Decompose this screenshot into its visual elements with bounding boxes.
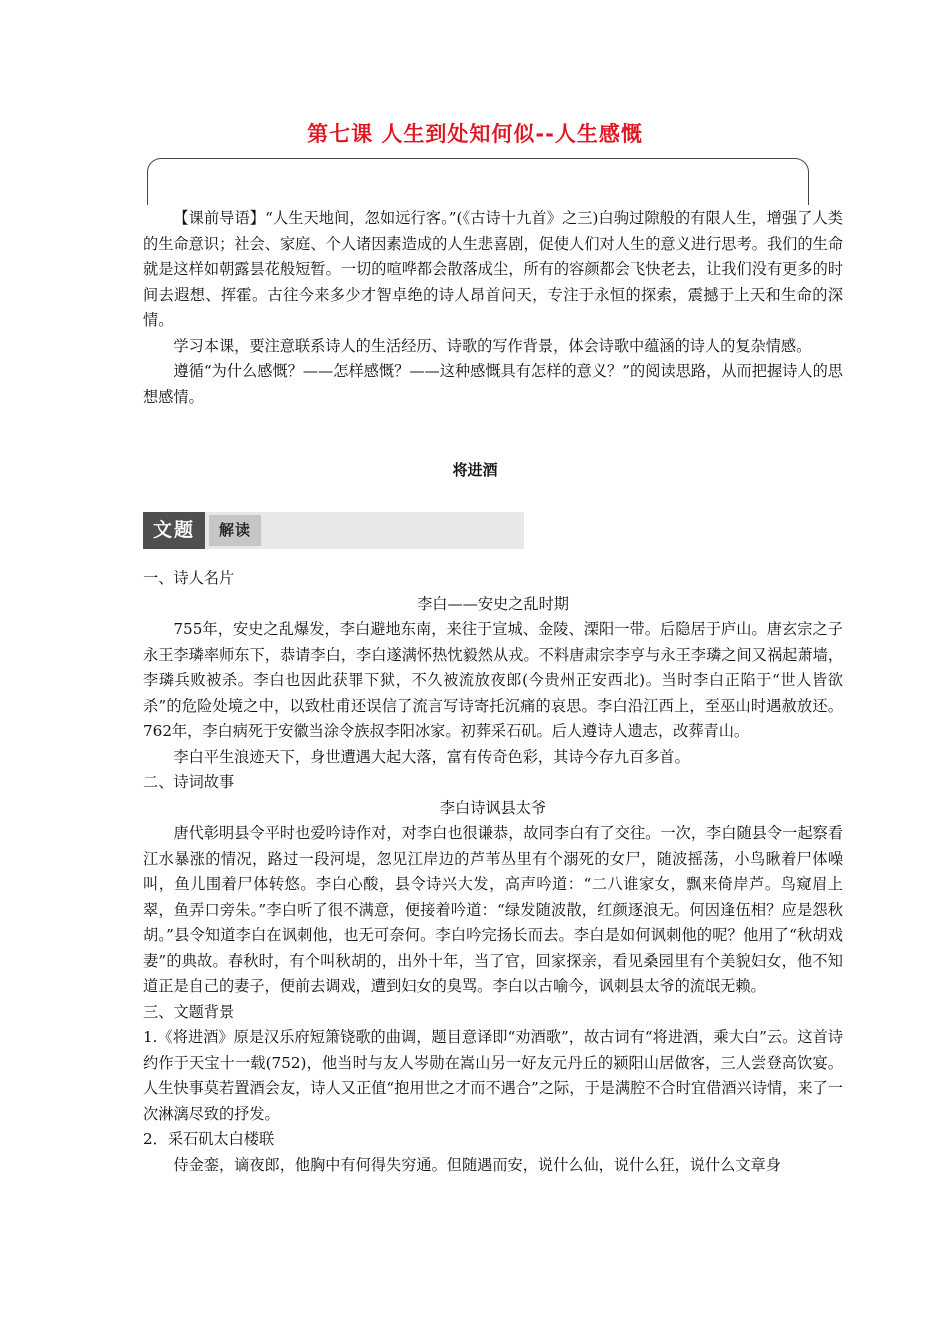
- intro-frame: [147, 158, 809, 205]
- section-subtitle: 李白——安史之乱时期: [417, 594, 569, 613]
- body-paragraph: 755年，安史之乱爆发，李白避地东南，来往于宣城、金陵、溧阳一带。后隐居于庐山。唐玄宗之子永王李璘率师东下，恭请李白，李白遂满怀热忱毅然从戎。不料唐肃宗李亨与永王李璘之间又祸起萧墙，李璘兵败被杀。李白也因此获罪下狱，不久被流放夜郎(今贵州正安西北)。当时李白正陷于“世人皆欲杀”的危险处境之中，以致杜甫还误信了流言写诗寄托沉痛的哀思。李白沿江西上，至巫山时遇赦放还。762年，李白病死于安徽当涂令族叔李阳冰家。初葬采石矶。后人遵诗人遗志，改葬青山。: [143, 620, 843, 740]
- banner-sub-label: 解读: [209, 515, 261, 546]
- section-subtitle: 李白诗讽县太爷: [439, 798, 547, 817]
- body-paragraph: 李白平生浪迹天下，身世遭遇大起大落，富有传奇色彩，其诗今存九百多首。: [173, 747, 690, 766]
- intro-paragraph: 【课前导语】“人生天地间，忽如远行客。”(《古诗十九首》之三)白驹过隙般的有限人生，增强了人类的生命意识；社会、家庭、个人诸因素造成的人生悲喜剧，促使人们对人生的意义进行思考。我们的生命就是这样如朝露昙花般短暂。一切的喧哗都会散落成尘，所有的容颜都会飞快老去，让我们没有更多的时间去遐想、挥霍。古往今来多少才智卓绝的诗人昂首问天，专注于永恒的探索，震撼于上天和生命的深情。: [143, 209, 843, 329]
- numbered-item-heading: 2．采石矶太白楼联: [143, 1130, 275, 1148]
- lesson-title: 第七课 人生到处知何似--人生感慨: [307, 122, 643, 146]
- intro-paragraph: 遵循“为什么感慨？——怎样感慨？——这种感慨具有怎样的意义？”的阅读思路，从而把握诗人的思想感情。: [143, 362, 843, 406]
- banner-main-label: 文题: [143, 512, 205, 549]
- section-banner: [143, 512, 524, 549]
- section-heading: 二、诗词故事: [143, 773, 235, 791]
- body-section: [143, 566, 843, 1178]
- poem-title: 将进酒: [452, 461, 498, 479]
- intro-section: [143, 206, 843, 410]
- section-heading: 三、文题背景: [143, 1002, 235, 1021]
- numbered-item: 1.《将进酒》原是汉乐府短箫铙歌的曲调，题目意译即“劝酒歌”，故古词有“将进酒，乘大白”云。这首诗约作于天宝十一载(752)，他当时与友人岑勋在嵩山另一好友元丹丘的颍阳山居做客，三人尝登高饮宴。人生快事莫若置酒会友，诗人又正值“抱用世之才而不遇合”之际，于是满腔不合时宜借酒兴诗情，来了一次淋漓尽致的抒发。: [143, 1028, 843, 1123]
- section-heading: 一、诗人名片: [143, 569, 235, 587]
- body-paragraph: 侍金銮，谪夜郎，他胸中有何得失穷通。但随遇而安，说什么仙，说什么狂，说什么文章身: [173, 1155, 781, 1174]
- intro-paragraph: 学习本课，要注意联系诗人的生活经历、诗歌的写作背景，体会诗歌中蕴涵的诗人的复杂情感。: [173, 336, 812, 355]
- body-paragraph: 唐代彰明县令平时也爱吟诗作对，对李白也很谦恭，故同李白有了交往。一次，李白随县令一起察看江水暴涨的情况，路过一段河堤，忽见江岸边的芦苇丛里有个溺死的女尸，随波摇荡，小鸟瞅着尸体噪叫，鱼儿围着尸体转悠。李白心酸，县令诗兴大发，高声吟道：“二八谁家女，飘来倚岸芦。鸟窥眉上翠，鱼弄口旁朱。”李白听了很不满意，便接着吟道：“绿发随波散，红颜逐浪无。何因逢伍相？应是怨秋胡。”县令知道李白在讽刺他，也无可奈何。李白吟完扬长而去。李白是如何讽刺他的呢？他用了“秋胡戏妻”的典故。春秋时，有个叫秋胡的，出外十年，当了官，回家探亲，看见桑园里有个美貌妇女，他不知道正是自己的妻子，便前去调戏，遭到妇女的臭骂。李白以古喻今，讽刺县太爷的流氓无赖。: [143, 824, 843, 995]
